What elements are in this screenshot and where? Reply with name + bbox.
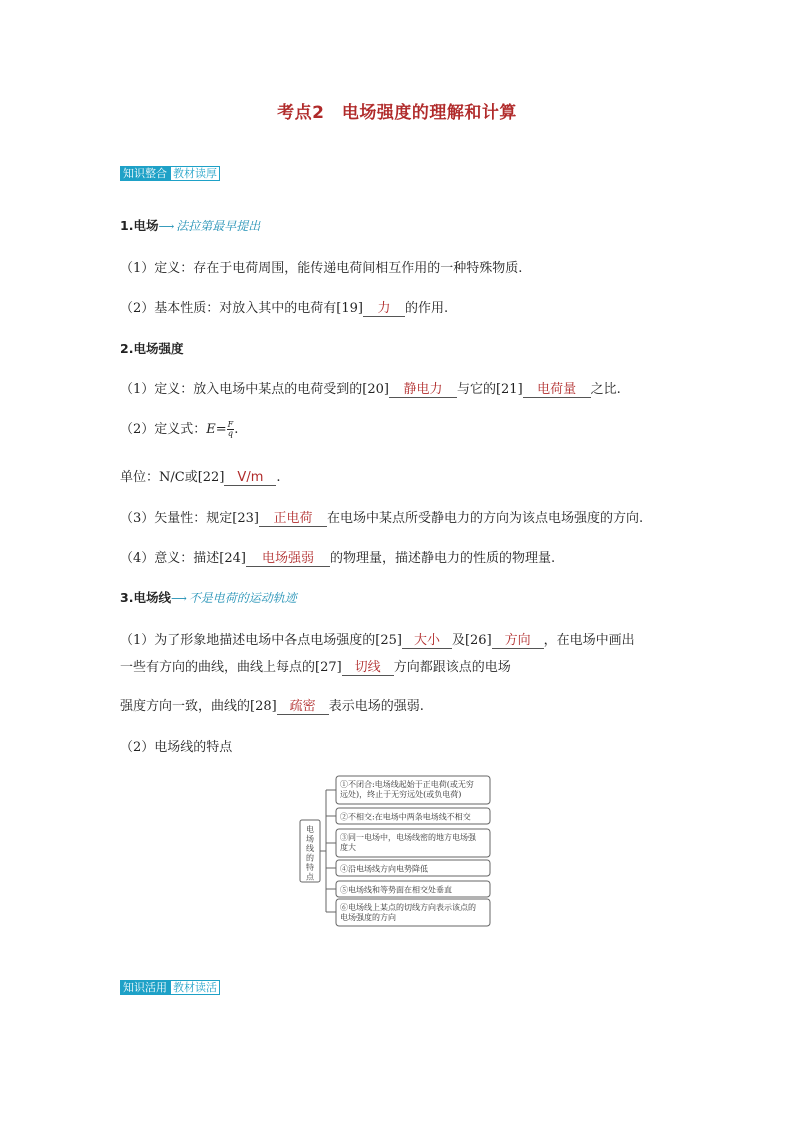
- answer-25: 大小: [402, 629, 452, 649]
- heading-text: 2.电场强度: [120, 341, 184, 356]
- diagram-root-char: 场: [306, 834, 314, 844]
- text: 表示电场的强弱.: [328, 699, 424, 714]
- diagram-item-text: 远处)，终止于无穷远处(或负电荷): [340, 790, 462, 799]
- text: （2）基本性质：对放入其中的电荷有[19]: [120, 301, 363, 316]
- diagram-branches: [326, 790, 336, 912]
- diagram-item-text: ③同一电场中，电场线密的地方电场强: [340, 833, 476, 842]
- answer-24: 电场强弱: [246, 547, 330, 567]
- diagram-root-char: 特: [306, 863, 314, 872]
- text: 在电场中某点所受静电力的方向为该点电场强度的方向.: [326, 511, 644, 526]
- heading-text: 1.电场: [120, 218, 159, 233]
- text: （4）意义：描述[24]: [120, 551, 246, 566]
- answer-28: 疏密: [277, 695, 329, 715]
- diagram-item-text: ⑤电场线和等势面在相交处垂直: [340, 885, 452, 895]
- text: （3）矢量性：规定[23]: [120, 511, 259, 526]
- text: 的物理量，描述静电力的性质的物理量.: [329, 551, 556, 566]
- heading-text: 3.电场线: [120, 590, 171, 605]
- answer-21: 电荷量: [523, 378, 591, 398]
- arrow-icon: ⟶: [170, 592, 187, 605]
- text: （1）为了形象地描述电场中各点电场强度的[25]: [120, 633, 402, 648]
- diagram-item-text: ①不闭合:电场线起始于正电荷(或无穷: [340, 780, 474, 789]
- diagram-root-char: 线: [306, 844, 314, 853]
- tag-label: 知识整合: [120, 166, 170, 181]
- text: 强度方向一致，曲线的[28]: [120, 699, 277, 714]
- text: （1）定义：放入电场中某点的电荷受到的[20]: [120, 382, 389, 397]
- diagram-root-char: 的: [306, 853, 314, 863]
- diagram-item-text: ④沿电场线方向电势降低: [340, 864, 428, 874]
- arrow-icon: ⟶: [158, 220, 175, 233]
- tag-label: 知识活用: [120, 980, 170, 995]
- s3-features-label: （2）电场线的特点: [120, 740, 233, 755]
- section-tag-knowledge-application: [120, 980, 220, 995]
- diagram-trunk: [320, 790, 326, 912]
- answer-19: 力: [363, 297, 405, 317]
- tag-sublabel: 教材读活: [170, 980, 220, 995]
- answer-22: V/m: [224, 470, 276, 486]
- s1-definition: （1）定义：存在于电荷周围，能传递电荷间相互作用的一种特殊物质.: [120, 261, 523, 276]
- diagram-item-text: ②不相交:在电场中两条电场线不相交: [340, 812, 471, 822]
- diagram-item-text: ⑥电场线上某点的切线方向表示该点的: [340, 903, 476, 912]
- denominator: q: [227, 429, 234, 438]
- diagram-root-char: 电: [306, 825, 314, 834]
- text: 与它的[21]: [456, 382, 523, 397]
- tag-sublabel: 教材读厚: [170, 166, 220, 181]
- answer-27: 切线: [342, 656, 394, 676]
- text: 及[26]: [451, 633, 492, 648]
- answer-20: 静电力: [389, 378, 457, 398]
- text: ，在电场中画出: [543, 633, 635, 648]
- diagram-item-text: 度大: [340, 843, 356, 852]
- annotation-note: 不是电荷的运动轨迹: [188, 591, 297, 605]
- diagram-item-text: 电场强度的方向: [340, 913, 396, 922]
- text: 之比.: [590, 382, 621, 397]
- text: 方向都跟该点的电场: [393, 660, 511, 675]
- answer-23: 正电荷: [259, 507, 327, 527]
- annotation-note: 法拉第最早提出: [176, 219, 261, 233]
- numerator: F: [227, 420, 234, 429]
- text: 单位：N/C或[22]: [120, 470, 225, 485]
- text: .: [234, 422, 239, 437]
- answer-26: 方向: [492, 629, 544, 649]
- text: （2）定义式：: [120, 422, 207, 437]
- text: 的作用.: [404, 301, 449, 316]
- text: .: [276, 470, 281, 485]
- diagram-root-char: 点: [306, 872, 314, 882]
- page-title: 考点2 电场强度的理解和计算: [277, 103, 517, 123]
- formula-lhs: E=: [206, 422, 227, 437]
- text: 一些有方向的曲线，曲线上每点的[27]: [120, 660, 342, 675]
